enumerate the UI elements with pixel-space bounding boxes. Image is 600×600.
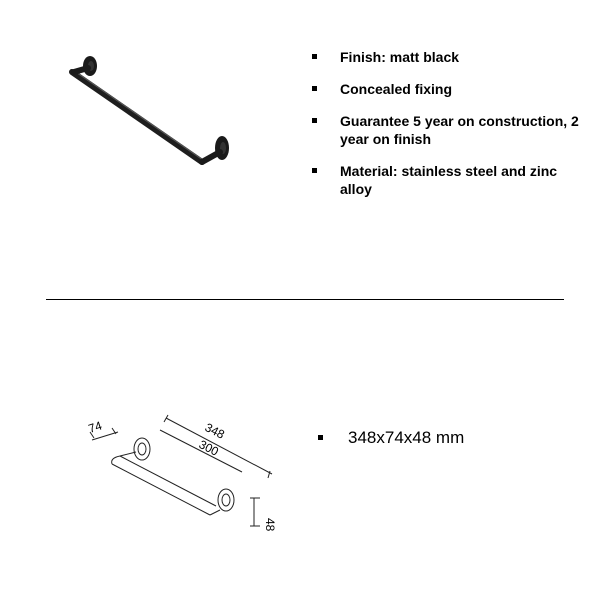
bullet-icon [312, 54, 317, 59]
bullet-icon [312, 118, 317, 123]
feature-item-fixing: Concealed fixing [312, 80, 582, 98]
dimension-label-inner: 300 [196, 437, 221, 459]
feature-item-guarantee: Guarantee 5 year on construction, 2 year on finish [312, 112, 582, 148]
dimension-label-height: 48 [263, 518, 277, 532]
dimension-spec: 348x74x48 mm [318, 427, 464, 449]
section-divider [46, 299, 564, 300]
feature-item-finish: Finish: matt black [312, 48, 582, 66]
bullet-icon [312, 168, 317, 173]
feature-list [312, 48, 582, 212]
bullet-icon [312, 86, 317, 91]
towel-rail-image [60, 48, 240, 178]
dimension-label-overall: 348 [202, 420, 227, 442]
dimension-drawing [82, 412, 278, 532]
dimension-label-depth: 74 [86, 418, 104, 436]
feature-item-material: Material: stainless steel and zinc alloy [312, 162, 582, 198]
bullet-icon [318, 435, 323, 440]
